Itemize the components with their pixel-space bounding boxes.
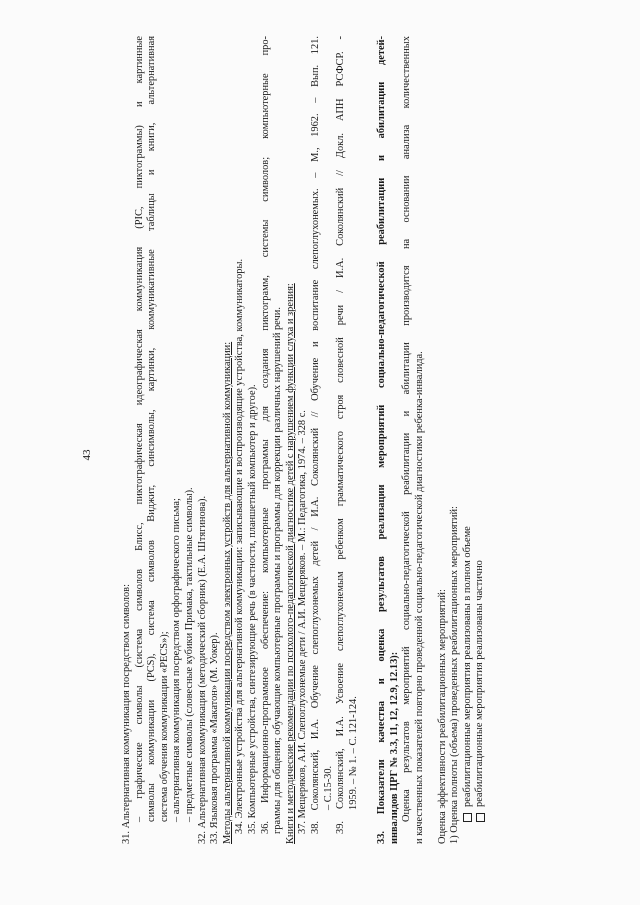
list-item: система обучения коммуникации «PECS»); (158, 631, 170, 822)
checkbox-label: реабилитационные мероприятия реализованы в полном объеме (461, 526, 473, 807)
item-39: 39. Соколянский, И.А. Усвоение слепоглухонемым ребенком грамматического строя словесной речи / И.А. Соколянский // Докл. АПН РСФСР. - (335, 36, 347, 834)
section-heading-electronic: Методы альтернативной коммуникации посредством электронных устройств для альтернативной коммуникации: (221, 341, 233, 844)
effectiveness-item-1: 1) Оценка полноты (объема) проведенных реабилитационных мероприятий: (449, 506, 461, 844)
item-32: 32. Альтернативная коммуникация (методический сборник) (Е.А. Штягинова). (196, 495, 208, 844)
section-33-title: 33. Показатели качества и оценка результатов реализации мероприятий социально-педагогической реабилитации и абилитации детей- (376, 36, 388, 844)
checkbox-label: реабилитационные мероприятия реализованы частично (474, 560, 486, 807)
list-item: – альтернативная коммуникация посредством орфографического письма; (171, 498, 183, 822)
effectiveness-heading: Оценка эффективности реабилитационных мероприятий: (436, 589, 448, 844)
paragraph: Оценка результатов мероприятий социально-педагогической реабилитации и абилитации производится на основании анализа количественных (401, 36, 413, 822)
item-38-cont: – С.15-30. (322, 765, 334, 810)
item-34: 34. Электронные устройства для альтернативной коммуникации: записывающие и воспроизводящие устройства, коммуникаторы. (234, 258, 246, 834)
section-33-title-cont: инвалидов ЦРГ № 3.3, 11, 12, 12.9, 12.13): (388, 651, 400, 844)
checkbox-icon (463, 813, 472, 822)
list-item: – графические символы (система символов Блисс, пиктографическая идеографическая коммуникация (PIC, пиктограммы) и картинные (133, 36, 145, 822)
list-item: – предметные символы (словесные кубики Примака, тактильные символы). (183, 487, 195, 822)
list-item: символы коммуникации (PCS), система символов Виджит, синсимволы, картинки, коммуникативные таблицы и книги, альтернативная (146, 36, 158, 822)
paragraph-cont: и качественных показателей повторно проведенной социально-педагогической диагностики ребенка-инвалида. (414, 351, 426, 844)
item-38: 38. Соколянский, И.А. Обучение слепоглухонемых детей / И.А. Соколянский // Обучение и воспитание слепоглухонемых. – М., 1962. – Вып. 121. (309, 36, 321, 834)
item-37: 37. Мещеряков, А.И. Слепоглухонемые дети / А.И. Мещеряков. – М.: Педагогика, 1974. – 328 с. (297, 410, 309, 834)
document-page (75, 30, 565, 880)
document-body (121, 36, 487, 844)
checkbox-icon (476, 813, 485, 822)
item-33: 33. Языковая программа «Макатон» (М. Уокер). (209, 632, 221, 844)
checkbox-row (462, 36, 475, 844)
item-36: 36. Информационно-программное обеспечение: компьютерные программы для создания пиктограмм, системы символов; компьютерные про- (259, 36, 271, 834)
section-heading-books: Книги и методические рекомендации по психолого-педагогической диагностике детей с нарушением функции слуха и зрения: (284, 283, 296, 844)
item-39-cont: 1959. – № 1. – С. 121-124. (347, 696, 359, 810)
page-number: 43 (81, 449, 93, 461)
item-35: 35. Компьютерные устройства, синтезирующие речь (в частности, планшетный компьютер и другое). (246, 384, 258, 834)
item-31: 31. Альтернативная коммуникация посредством символов: (121, 584, 132, 844)
item-36-cont: граммы для общения; обучающие компьютерные программы и программы для коррекции различных нарушений речи. (272, 307, 284, 834)
checkbox-row (474, 36, 487, 844)
